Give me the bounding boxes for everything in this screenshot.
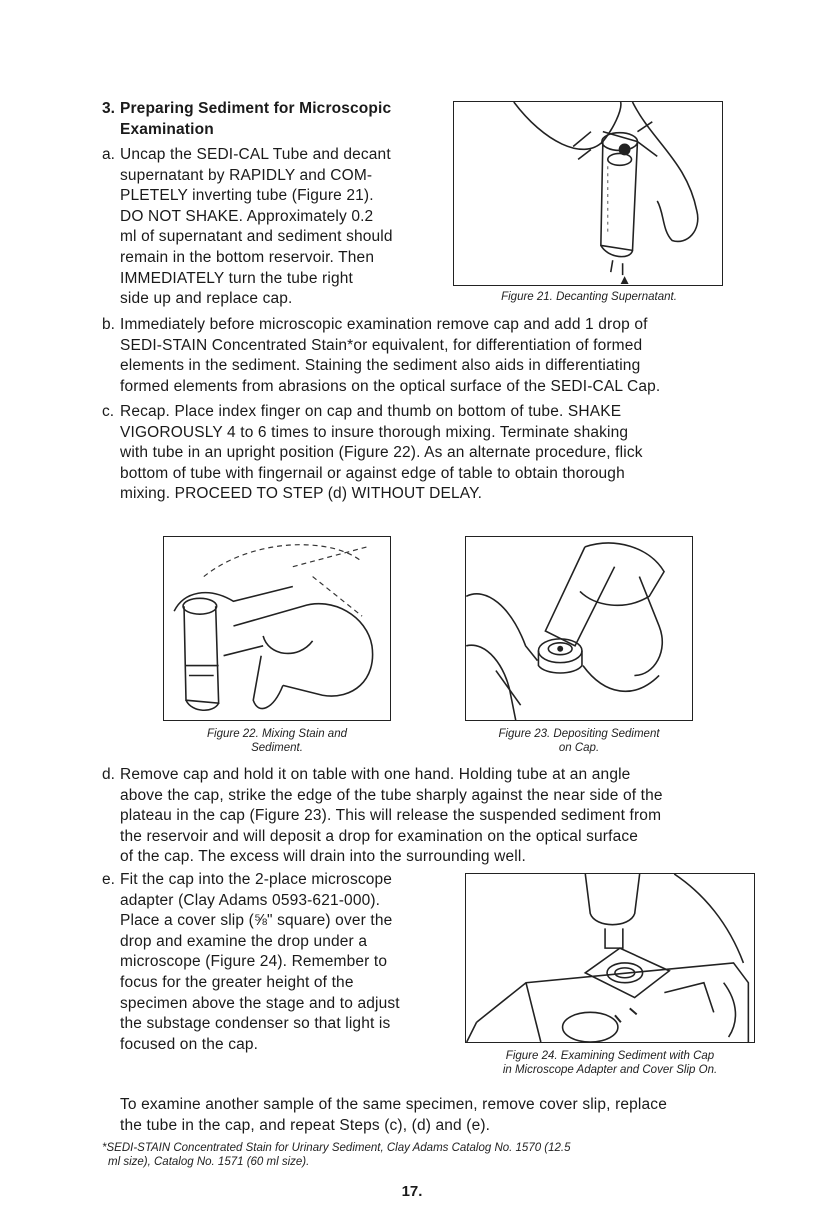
step-c-line: Recap. Place index finger on cap and thumb on bottom of tube. SHAKE — [120, 403, 622, 420]
section-title — [120, 99, 440, 140]
step-b-line: Immediately before microscopic examination remove cap and add 1 drop of — [120, 316, 648, 333]
step-c-marker: c. — [102, 403, 115, 420]
section-title-line-2: Examination — [120, 120, 214, 138]
figure-22-caption — [163, 727, 391, 755]
step-e-marker: e. — [102, 871, 115, 888]
step-c-line: with tube in an upright position (Figure 22). As an alternate procedure, flick — [120, 444, 643, 462]
step-e-line: Place a cover slip (⅝" square) over the — [120, 912, 393, 930]
step-e-line: the substage condenser so that light is — [120, 1015, 391, 1033]
step-e-line: adapter (Clay Adams 0593-621-000). — [120, 891, 381, 909]
step-b-line: elements in the sediment. Staining the sediment also aids in differentiating — [120, 357, 641, 375]
step-b-text — [120, 315, 754, 397]
figure-21-caption: Figure 21. Decanting Supernatant. — [501, 291, 677, 303]
figure-22-illustration — [163, 536, 391, 721]
page-number: 17. — [401, 1183, 423, 1200]
figure-21-illustration — [453, 101, 723, 286]
step-d-text — [120, 765, 754, 868]
step-a-line: ml of supernatant and sediment should — [120, 228, 393, 246]
footnote-line: ml size), Catalog No. 1571 (60 ml size). — [108, 1156, 310, 1168]
step-d-line: Remove cap and hold it on table with one hand. Holding tube at an angle — [120, 766, 631, 783]
step-c-line: VIGOROUSLY 4 to 6 times to insure thorough mixing. Terminate shaking — [120, 423, 629, 441]
step-e-text — [120, 870, 442, 1055]
footnote-line: *SEDI-STAIN Concentrated Stain for Urinary Sediment, Clay Adams Catalog No. 1570 (12.5 — [102, 1142, 571, 1154]
figure-23-illustration — [465, 536, 693, 721]
figure-24-caption-line: in Microscope Adapter and Cover Slip On. — [502, 1064, 718, 1076]
figure-24-caption — [465, 1049, 755, 1077]
step-e-line: focused on the cap. — [120, 1035, 259, 1053]
step-a-line: IMMEDIATELY turn the tube right — [120, 269, 353, 287]
closing-line: the tube in the cap, and repeat Steps (c), (d) and (e). — [120, 1116, 491, 1134]
step-b-line: formed elements from abrasions on the optical surface of the SEDI-CAL Cap. — [120, 377, 661, 395]
figure-22-caption-line: Sediment. — [251, 742, 303, 754]
depositing-illustration — [466, 537, 692, 720]
figure-23-caption-line: Figure 23. Depositing Sediment — [498, 728, 660, 740]
step-d-line: the reservoir and will deposit a drop for examination on the optical surface — [120, 827, 639, 845]
footnote — [102, 1141, 762, 1169]
step-d-line: plateau in the cap (Figure 23). This will release the suspended sediment from — [120, 807, 662, 825]
step-e-line: specimen above the stage and to adjust — [120, 994, 400, 1012]
step-e-line: focus for the greater height of the — [120, 973, 354, 991]
step-a-line: side up and replace cap. — [120, 290, 293, 308]
step-d-line: of the cap. The excess will drain into the surrounding well. — [120, 848, 526, 866]
section-number: 3. — [102, 100, 115, 117]
figure-22-caption-line: Figure 22. Mixing Stain and — [207, 728, 347, 740]
decanting-illustration — [454, 102, 722, 285]
step-a-line: DO NOT SHAKE. Approximately 0.2 — [120, 207, 374, 225]
step-e-line: microscope (Figure 24). Remember to — [120, 953, 388, 971]
step-c-text — [120, 402, 754, 505]
step-a-line: supernatant by RAPIDLY and COM- — [120, 166, 373, 184]
section-title-line-1: Preparing Sediment for Microscopic — [120, 100, 392, 117]
step-a-line: Uncap the SEDI-CAL Tube and decant — [120, 146, 391, 163]
closing-line: To examine another sample of the same specimen, remove cover slip, replace — [120, 1096, 667, 1113]
step-d-line: above the cap, strike the edge of the tube sharply against the near side of the — [120, 786, 663, 804]
step-a-line: remain in the bottom reservoir. Then — [120, 248, 375, 266]
figure-24-caption-line: Figure 24. Examining Sediment with Cap — [505, 1050, 715, 1062]
step-c-line: mixing. PROCEED TO STEP (d) WITHOUT DELAY. — [120, 485, 483, 503]
figure-24-illustration — [465, 873, 755, 1043]
step-c-line: bottom of tube with fingernail or against edge of table to obtain thorough — [120, 464, 625, 482]
step-d-marker: d. — [102, 766, 115, 783]
step-a-line: PLETELY inverting tube (Figure 21). — [120, 187, 374, 205]
step-a-text — [120, 145, 442, 310]
step-a-marker: a. — [102, 146, 115, 163]
figure-23-caption — [465, 727, 693, 755]
closing-paragraph — [120, 1095, 754, 1136]
figure-23-caption-line: on Cap. — [558, 742, 600, 754]
mixing-illustration — [164, 537, 390, 720]
step-b-marker: b. — [102, 316, 115, 333]
step-b-line: SEDI-STAIN Concentrated Stain*or equivalent, for differentiation of formed — [120, 336, 643, 354]
step-e-line: drop and examine the drop under a — [120, 932, 368, 950]
step-e-line: Fit the cap into the 2-place microscope — [120, 871, 393, 888]
microscope-illustration — [466, 874, 754, 1042]
